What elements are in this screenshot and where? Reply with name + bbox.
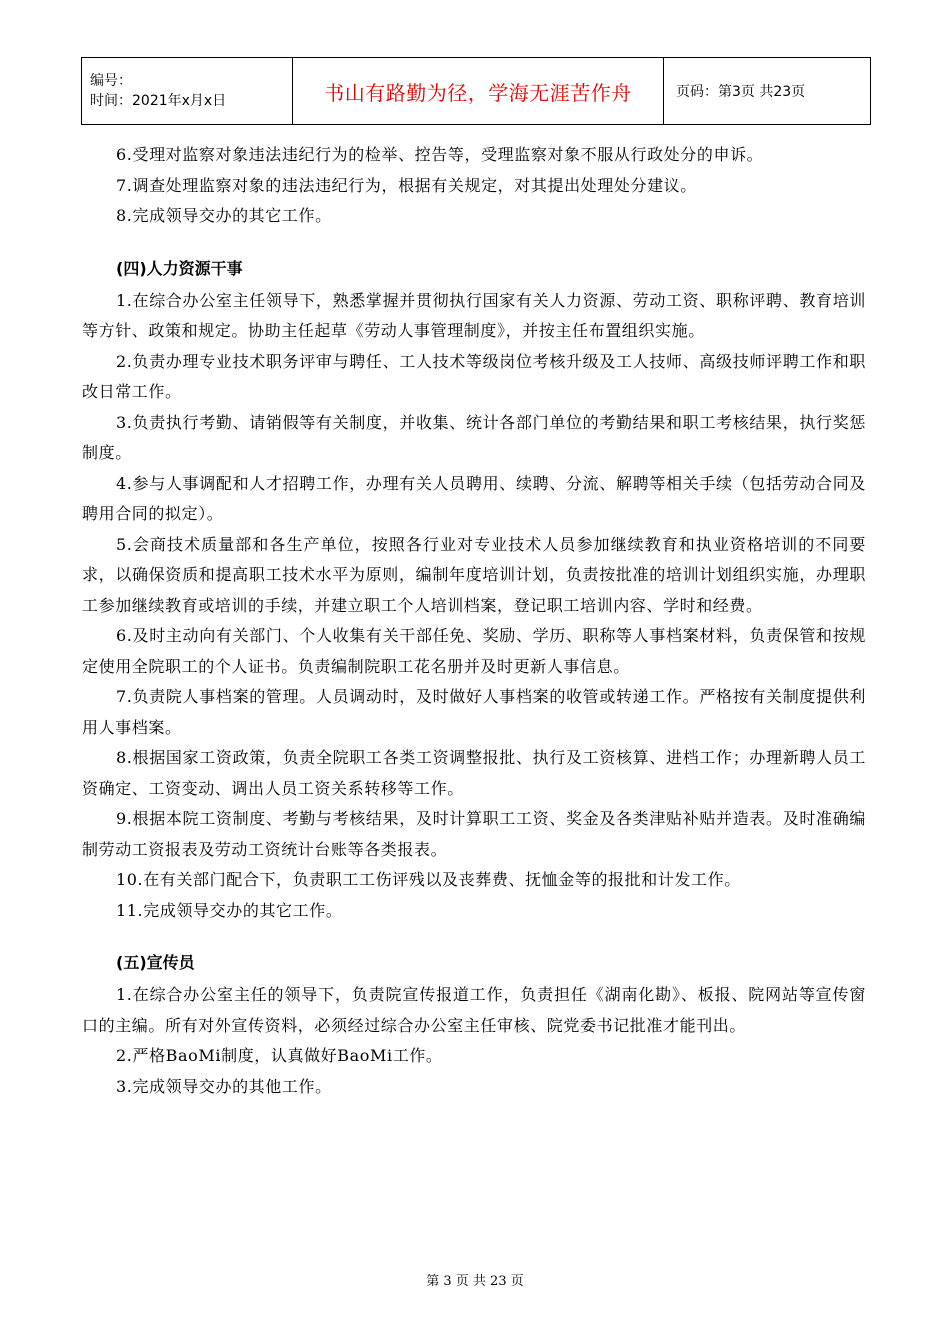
paragraph: 9.根据本院工资制度、考勤与考核结果，及时计算职工工资、奖金及各类津贴补贴并造表。及时准确编制劳动工资报表及劳动工资统计台账等各类报表。 [82,809,866,859]
paragraph: 1.在综合办公室主任领导下，熟悉掌握并贯彻执行国家有关人力资源、劳动工资、职称评聘、教育培训等方针、政策和规定。协助主任起草《劳动人事管理制度》，并按主任布置组织实施。 [82,290,866,340]
paragraph: 8.完成领导交办的其它工作。 [116,206,332,225]
paragraph: 2.负责办理专业技术职务评审与聘任、工人技术等级岗位考核升级及工人技师、高级技师评聘工作和职改日常工作。 [82,351,866,401]
paragraph: 11.完成领导交办的其它工作。 [116,900,343,920]
header-page-info: 页码：第3页 共23页 [664,58,871,125]
paragraph: 6.受理对监察对象违法违纪行为的检举、控告等，受理监察对象不服从行政处分的申诉。 [116,145,764,164]
paragraph: 10.在有关部门配合下，负责职工工伤评残以及丧葬费、抚恤金等的报批和计发工作。 [116,870,741,889]
footer-page-number: 第 3 页 共 23 页 [426,1274,524,1289]
document-header [81,57,871,125]
paragraph: 5.会商技术质量部和各生产单位，按照各行业对专业技术人员参加继续教育和执业资格培训的不同要求，以确保资质和提高职工技术水平为原则，编制年度培训计划，负责按批准的培训计划组织实施，办理职工参加继续教育或培训的手续，并建立职工个人培训档案，登记职工培训内容、学时和经费。 [82,534,866,615]
paragraph: 6.及时主动向有关部门、个人收集有关干部任免、奖励、学历、职称等人事档案材料，负责保管和按规定使用全院职工的个人证书。负责编制院职工花名册并及时更新人事信息。 [82,626,866,676]
section-heading-hr-officer: (四)人力资源干事 [116,258,243,278]
document-number-label: 编号： [90,73,132,89]
paragraph: 7.调查处理监察对象的违法违纪行为，根据有关规定，对其提出处理处分建议。 [116,175,697,195]
paragraph: 3.负责执行考勤、请销假等有关制度，并收集、统计各部门单位的考勤结果和职工考核结果，执行奖惩制度。 [82,412,866,462]
document-body [82,140,866,1102]
paragraph: 8.根据国家工资政策，负责全院职工各类工资调整报批、执行及工资核算、进档工作；办理新聘人员工资确定、工资变动、调出人员工资关系转移等工作。 [82,748,866,798]
page-footer [0,1270,950,1289]
header-motto: 书山有路勤为径，学海无涯苦作舟 [293,58,664,125]
header-meta-cell [82,58,293,125]
section-heading-publicity-officer: (五)宣传员 [116,953,195,972]
paragraph: 1.在综合办公室主任的领导下，负责院宣传报道工作，负责担任《湖南化勘》、板报、院网站等宣传窗口的主编。所有对外宣传资料，必须经过综合办公室主任审核、院党委书记批准才能刊出。 [82,985,866,1035]
paragraph: 7.负责院人事档案的管理。人员调动时，及时做好人事档案的收管或转递工作。严格按有关制度提供利用人事档案。 [82,687,866,737]
paragraph: 2.严格BaoMi制度，认真做好BaoMi工作。 [116,1046,443,1065]
paragraph: 4.参与人事调配和人才招聘工作，办理有关人员聘用、续聘、分流、解聘等相关手续（包括劳动合同及聘用合同的拟定）。 [82,473,866,523]
paragraph: 3.完成领导交办的其他工作。 [116,1076,332,1096]
document-time-label: 时间：2021年x月x日 [90,93,227,109]
